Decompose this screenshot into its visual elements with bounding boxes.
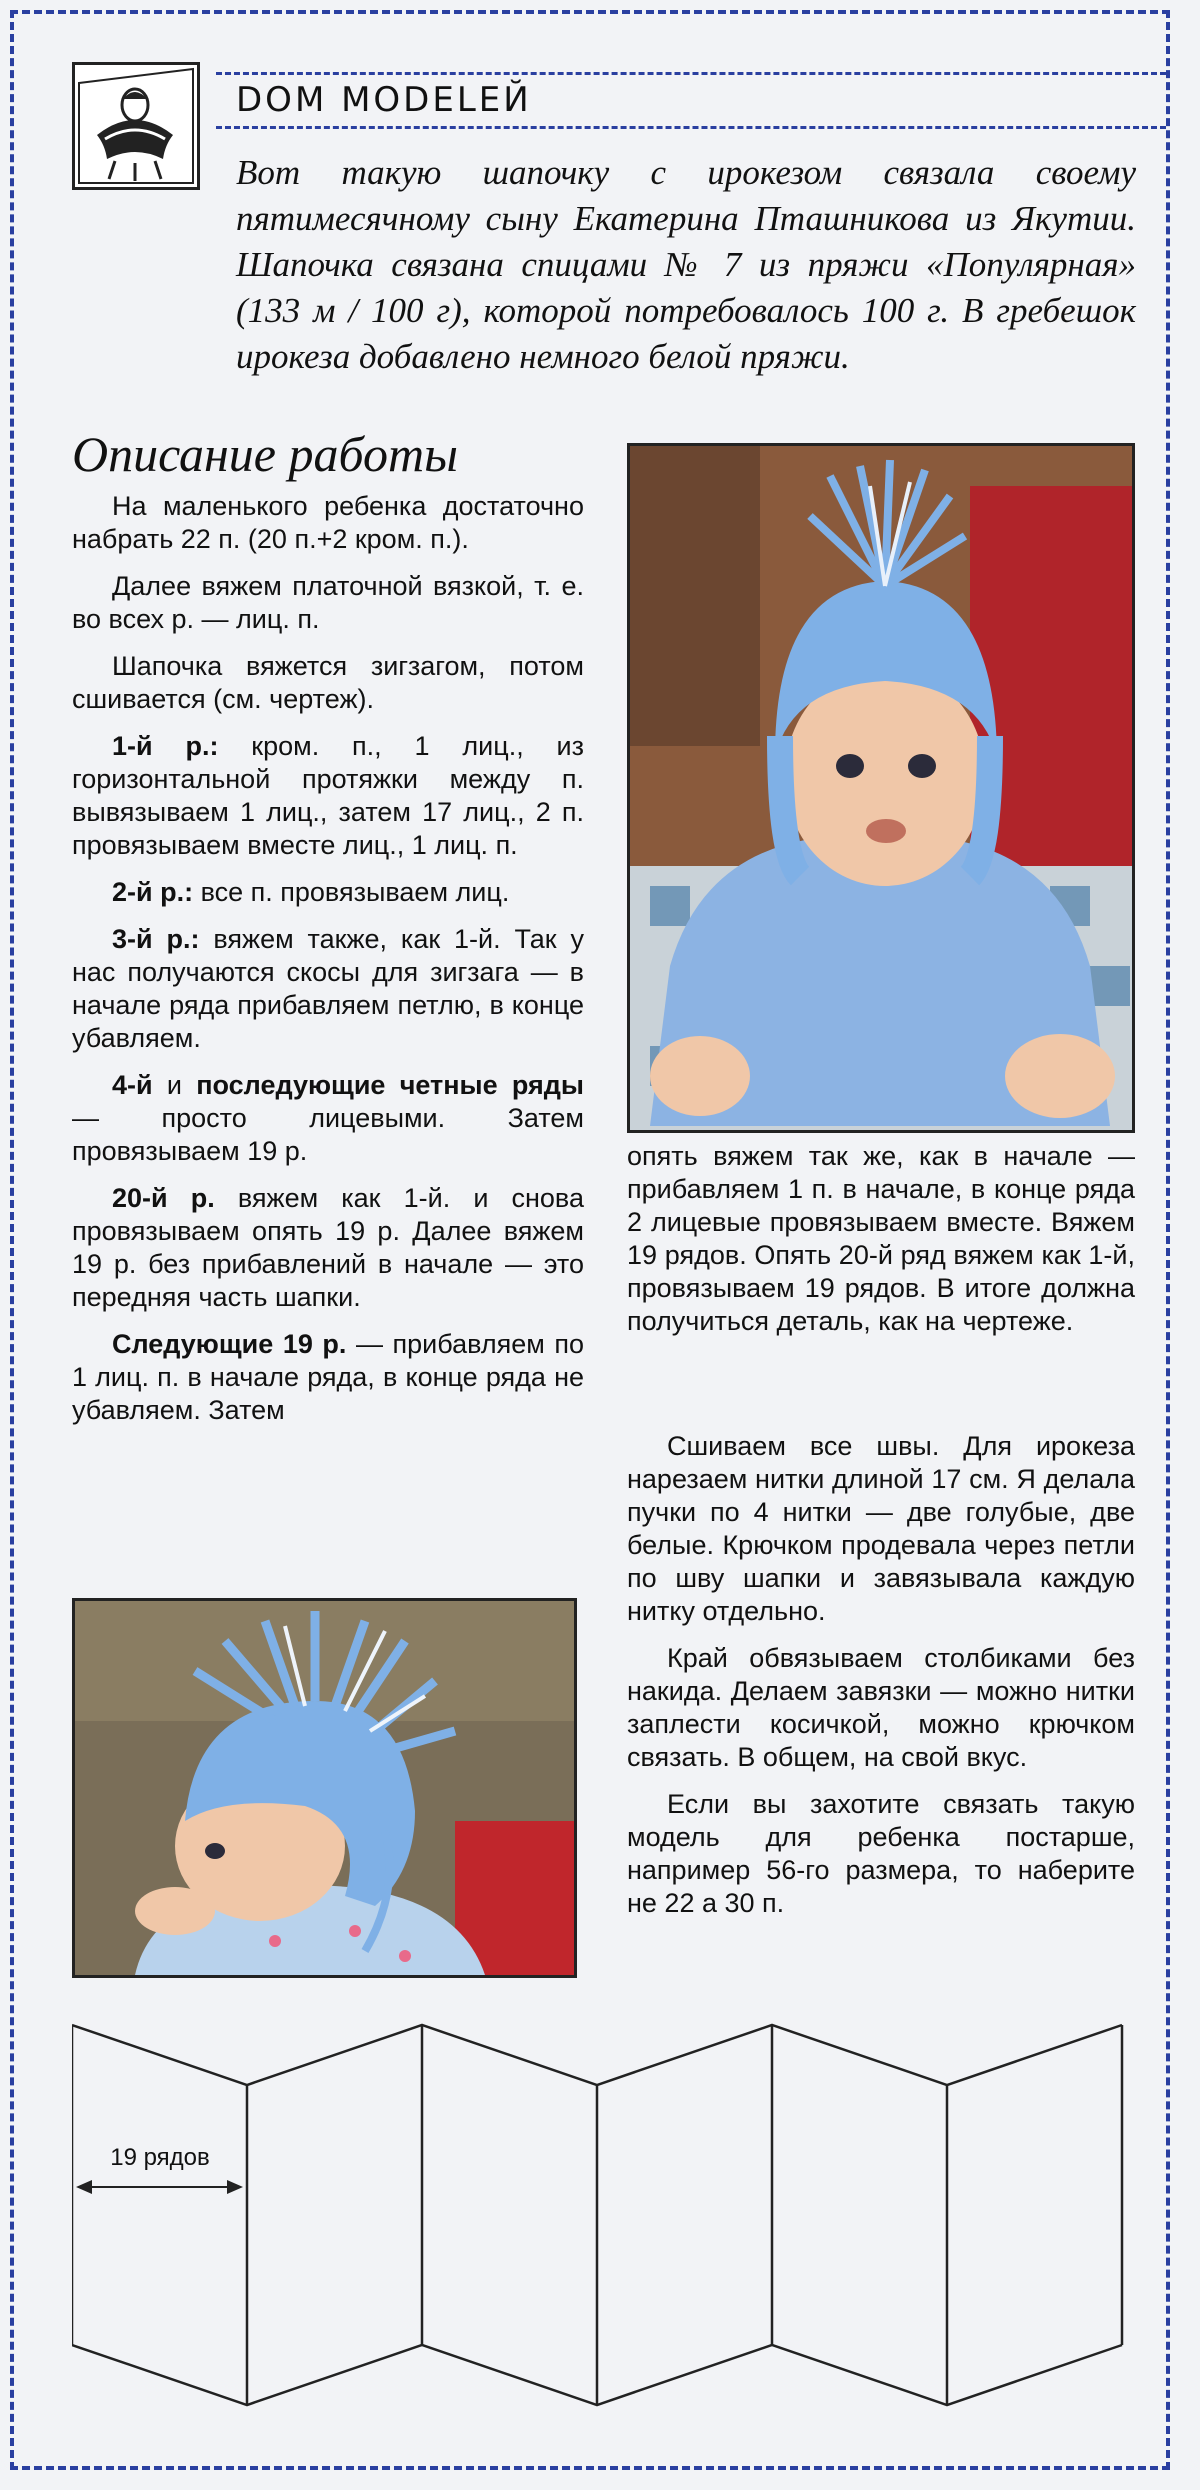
row-label: Следующие 19 р.: [112, 1329, 347, 1359]
header-rule-top: [216, 72, 1166, 75]
paragraph: Край обвязываем столбиками без накида. Делаем завязки — можно нитки заплести косичкой, можно крючком связать. В общем, на свой вкус.: [627, 1643, 1135, 1772]
paragraph: Далее вяжем платочной вязкой, т. е. во всех р. — лиц. п.: [72, 571, 584, 634]
paragraph: [72, 923, 584, 1055]
instructions-column-right-bottom: [627, 1430, 1135, 1934]
dimension-label: 19 рядов: [110, 2144, 210, 2171]
row-label: 4-й: [112, 1070, 153, 1100]
rubric-title: DOM MODELEЙ: [236, 80, 532, 120]
paragraph: На маленького ребенка достаточно набрать 22 п. (20 п.+2 кром. п.).: [72, 491, 584, 554]
paragraph: [72, 876, 584, 909]
instructions-column-right-top: [627, 1140, 1135, 1338]
knitting-schematic: [72, 2005, 1137, 2445]
dimension-arrow: [76, 2180, 243, 2194]
section-title: Описание работы: [72, 426, 458, 482]
row-label: 20-й р.: [112, 1183, 215, 1213]
row-label: последующие четные ряды: [196, 1070, 584, 1100]
row-text: вяжем также, как 1-й. Так у нас получаются скосы для зигзага — в начале ряда прибавляем петлю, в конце убавляем.: [72, 924, 585, 1053]
paragraph: [72, 1182, 584, 1314]
paragraph: [72, 730, 584, 862]
baby-photo-side: [72, 1598, 577, 1978]
baby-photo-front: [627, 443, 1135, 1133]
row-text: — прибавляем по 1 лиц. п. в начале ряда, в конце ряда не убавляем. Затем: [72, 1329, 584, 1425]
paragraph: Если вы захотите связать такую модель для ребенка постарше, например 56-го размера, то наберите не 22 а 30 п.: [627, 1789, 1135, 1918]
intro-text: Вот такую шапочку с ирокезом связала своему пятимесячному сыну Екатерина Пташникова из Якутии. Шапочка связана спицами № 7 из пряжи «Популярная» (133 м / 100 г), которой потребовалось 100 г. В гребешок ирокеза добавлено немного белой пряжи.: [236, 153, 1136, 376]
magazine-logo: [72, 62, 200, 190]
paragraph: Шапочка вяжется зигзагом, потом сшивается (см. чертеж).: [72, 651, 584, 714]
row-label: 1-й р.:: [112, 731, 219, 761]
instructions-column-left: [72, 490, 584, 1441]
header-rule-bottom: [216, 126, 1166, 129]
row-text: — просто лицевыми. Затем провязываем 19 р.: [72, 1103, 584, 1166]
paragraph: Сшиваем все швы. Для ирокеза нарезаем нитки длиной 17 см. Я делала пучки по 4 нитки — две голубые, две белые. Крючком продевала через петли по шву шапки и завязывала каждую нитку отдельно.: [627, 1431, 1135, 1626]
paragraph: [72, 1328, 584, 1427]
paragraph: [72, 1069, 584, 1168]
row-label: 3-й р.:: [112, 924, 200, 954]
row-text: и: [152, 1070, 197, 1100]
row-text: кром. п., 1 лиц., из горизонтальной протяжки между п. вывязываем 1 лиц., затем 17 лиц., 2 п. провязываем вместе лиц., 1 лиц. п.: [72, 731, 585, 860]
paragraph: опять вяжем так же, как в начале — прибавляем 1 п. в начале, в конце ряда 2 лицевые провязываем вместе. Вяжем 19 рядов. Опять 20-й ряд вяжем как 1-й, провязываем 19 рядов. В итоге должна получиться деталь, как на чертеже.: [627, 1141, 1135, 1336]
row-text: все п. провязываем лиц.: [193, 877, 510, 907]
row-text: вяжем как 1-й. и снова провязываем опять 19 р. Далее вяжем 19 р. без прибавлений в начале — это передняя часть шапки.: [72, 1183, 584, 1312]
row-label: 2-й р.:: [112, 877, 194, 907]
